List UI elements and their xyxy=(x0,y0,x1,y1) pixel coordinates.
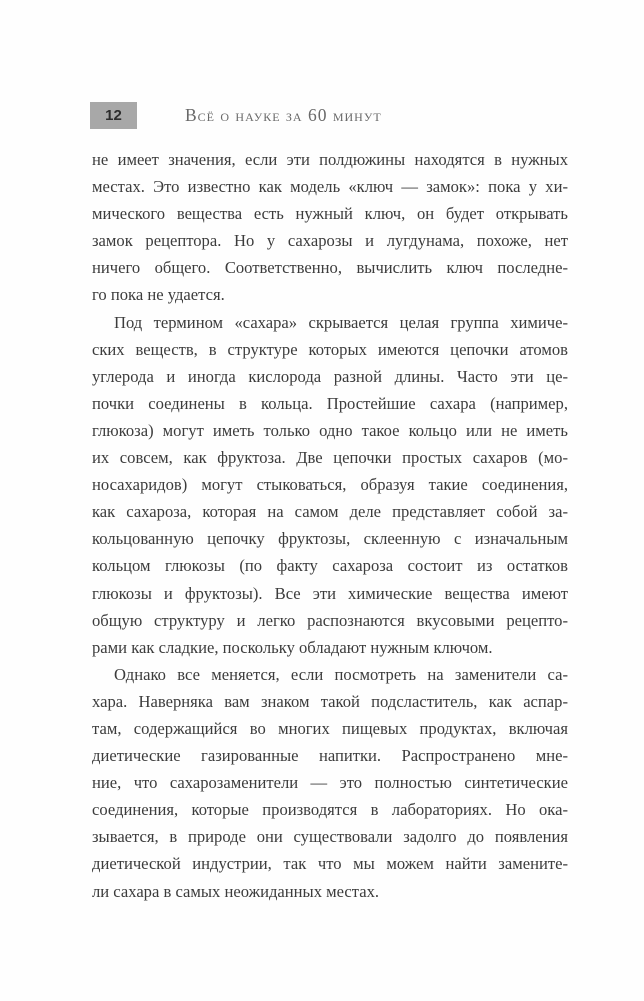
page-number-box xyxy=(90,102,137,129)
text-line: не имеет значения, если эти полдюжины находятся в нужных xyxy=(92,150,568,169)
paragraph xyxy=(92,146,568,309)
text-line: ли сахара в самых неожиданных местах. xyxy=(92,881,380,901)
running-header xyxy=(90,102,382,129)
text-line: почки соединены в кольца. Простейшие сахара (например, xyxy=(92,393,568,413)
text-line: местах. Это известно как модель «ключ — замок»: пока у хи- xyxy=(92,177,568,197)
text-line: го пока не удается. xyxy=(92,285,225,305)
text-line: ских веществ, в структуре которых имеются цепочки атомов xyxy=(92,339,568,359)
text-line: углерода и иногда кислорода разной длины. Часто эти це- xyxy=(92,366,568,386)
text-line: их совсем, как фруктоза. Две цепочки простых сахаров (мо- xyxy=(92,448,568,468)
text-line: кольцом глюкозы (по факту сахароза состоит из остатков xyxy=(92,556,568,576)
text-line: ние, что сахарозаменители — это полностью синтетические xyxy=(92,773,568,793)
text-line: зывается, в природе они существовали задолго до появления xyxy=(92,827,568,847)
text-line: рами как сладкие, поскольку обладают нужным ключом. xyxy=(92,637,493,657)
text-line: диетические газированные напитки. Распространено мне- xyxy=(92,746,568,766)
running-title: Всё о науке за 60 минут xyxy=(185,105,382,125)
text-line: носахаридов) могут стыковаться, образуя такие соединения, xyxy=(92,475,568,495)
text-line: глюкозы и фруктозы). Все эти химические вещества имеют xyxy=(92,583,568,603)
text-line: кольцованную цепочку фруктозы, склеенную с изначальным xyxy=(92,529,568,549)
text-line: замок рецептора. Но у сахарозы и лугдунама, похоже, нет xyxy=(92,231,568,251)
text-line: Однако все меняется, если посмотреть на заменители са- xyxy=(114,664,568,684)
text-line: как сахароза, которая на самом деле представляет собой за- xyxy=(92,502,568,522)
page-number: 12 xyxy=(105,107,122,124)
text-line: ничего общего. Соответственно, вычислить ключ последне- xyxy=(92,258,568,278)
text-line: общую структуру и легко распознаются вкусовыми рецепто- xyxy=(92,610,568,630)
text-line: там, содержащийся во многих пищевых продуктах, включая xyxy=(92,718,568,738)
text-line: глюкоза) могут иметь только одно такое кольцо или не иметь xyxy=(92,420,568,440)
text-line: соединения, которые производятся в лабораториях. Но ока- xyxy=(92,800,568,820)
body-text xyxy=(92,146,568,905)
paragraph xyxy=(92,309,568,661)
text-line: диетической индустрии, так что мы можем найти замените- xyxy=(92,854,568,874)
text-line: мического вещества есть нужный ключ, он будет открывать xyxy=(92,204,568,224)
text-line: Под термином «сахара» скрывается целая группа химиче- xyxy=(114,312,568,332)
paragraph xyxy=(92,661,568,905)
text-line: хара. Наверняка вам знаком такой подсластитель, как аспар- xyxy=(92,691,568,711)
